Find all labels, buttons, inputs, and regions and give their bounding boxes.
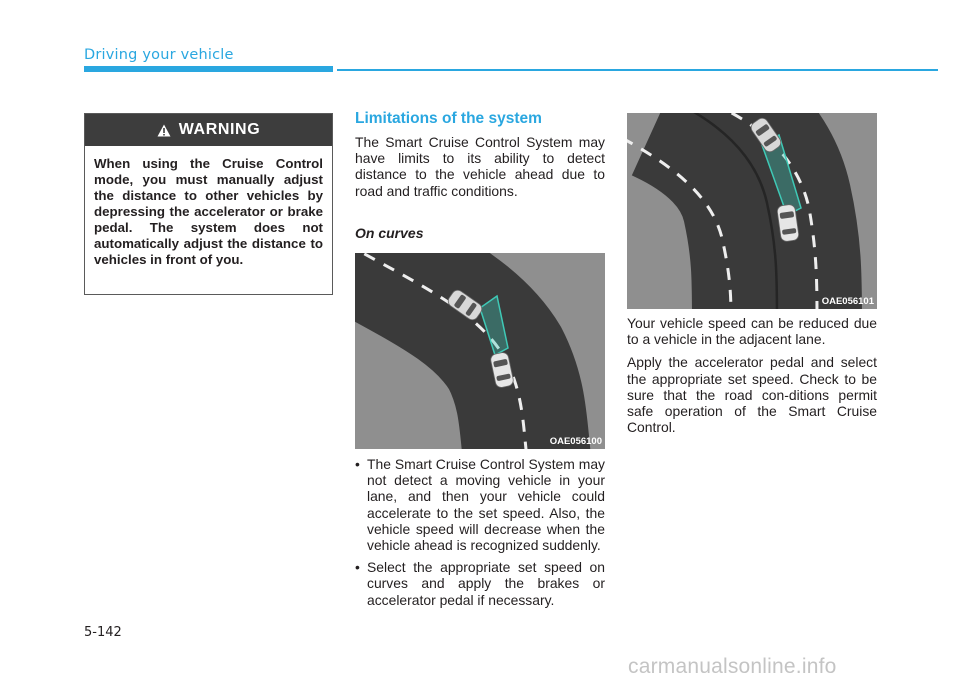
bullet-item: • The Smart Cruise Control System may not detect a moving vehicle in your lane, and then your vehicle could accelerate to the set speed. Also, the vehicle speed will decrease when the vehicle ahead is recognized suddenly.: [355, 456, 605, 553]
adjacent-lane-figure: [627, 113, 877, 309]
figure-code: OAE056100: [549, 436, 602, 447]
warning-label: WARNING: [178, 121, 261, 138]
curve-figure: [355, 253, 605, 449]
warning-header: [85, 114, 332, 146]
page-number: 5-142: [84, 625, 122, 640]
watermark: carmanualsonline.info: [628, 655, 837, 678]
warning-box: [84, 113, 333, 295]
header-rule-thin: [337, 69, 938, 71]
warning-text: When using the Cruise Control mode, you must manually adjust the distance to other vehicles by depressing the accelerator or brake pedal. The system does not automatically adjust the distance to vehicles in front of you.: [94, 156, 323, 267]
header-rule-thick: [84, 66, 333, 72]
paragraph: Apply the accelerator pedal and select the appropriate set speed. Check to be sure that the road con-ditions permit safe operation of the Smart Cruise Control.: [627, 354, 877, 436]
adjacent-lane-text: [627, 315, 877, 442]
bullet-item: • Select the appropriate set speed on curves and apply the brakes or accelerator pedal if necessary.: [355, 559, 605, 608]
curves-subheading: On curves: [355, 225, 424, 241]
figure-code: OAE056101: [821, 296, 874, 307]
curves-bullet-list: [355, 456, 605, 614]
adjacent-lane-road-illustration: [627, 113, 877, 309]
section-title: Limitations of the system: [355, 110, 542, 127]
section-intro: The Smart Cruise Control System may have limits to its ability to detect distance to the vehicle ahead due to road and traffic conditions.: [355, 134, 605, 199]
limitations-section: [355, 110, 605, 199]
paragraph: Your vehicle speed can be reduced due to a vehicle in the adjacent lane.: [627, 315, 877, 348]
section-header: Driving your vehicle: [84, 47, 234, 63]
curve-road-illustration: [355, 253, 605, 449]
warning-triangle-icon: [157, 124, 171, 137]
